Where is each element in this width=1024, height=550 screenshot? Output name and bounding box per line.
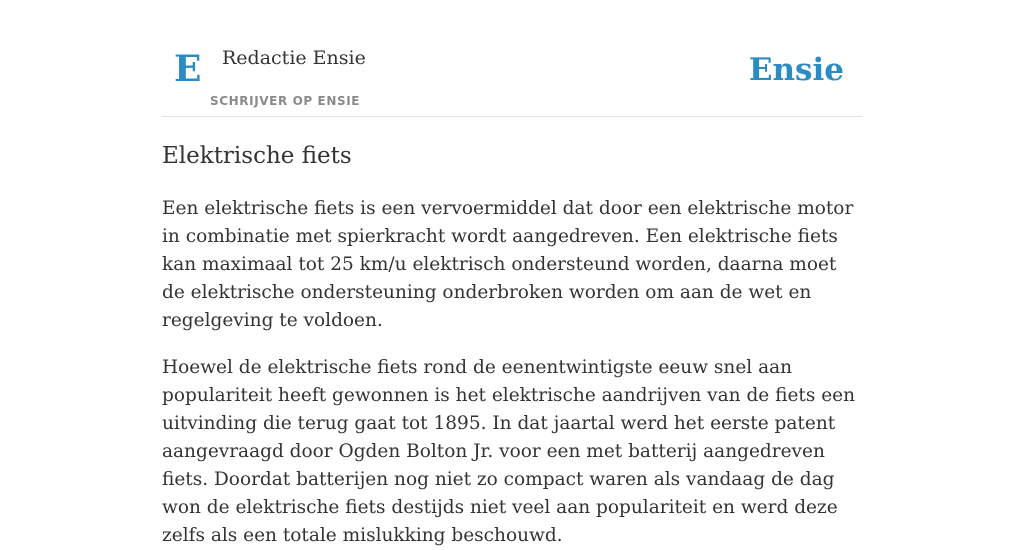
article-card	[162, 0, 862, 550]
author-header	[162, 0, 862, 117]
article-paragraph-1: Een elektrische fiets is een vervoermiddel dat door een elektrische motor in combinatie met spierkracht wordt aangedreven. Een elektrische fiets kan maximaal tot 25 km/u elektrisch ondersteund worden, daarna moet de elektrische ondersteuning onderbroken worden om aan de wet en regelgeving te voldoen.	[162, 198, 854, 331]
brand-logo[interactable]: Ensie	[748, 52, 844, 88]
author-role: SCHRIJVER OP ENSIE	[210, 94, 361, 108]
article-title: Elektrische fiets	[162, 143, 352, 169]
article-paragraph-2: Hoewel de elektrische fiets rond de eenentwintigste eeuw snel aan populariteit heeft gewonnen is het elektrische aandrijven van de fiets een uitvinding die terug gaat tot 1895. In dat jaartal werd het eerste patent aangevraagd door Ogden Bolton Jr. voor een met batterij aangedreven fiets. Doordat batterijen nog niet zo compact waren als vandaag de dag won de elektrische fiets destijds niet veel aan populariteit en werd deze zelfs als een totale mislukking beschouwd.	[162, 357, 856, 546]
ensie-logo-icon[interactable]: E	[174, 48, 202, 90]
author-name[interactable]: Redactie Ensie	[222, 47, 366, 69]
